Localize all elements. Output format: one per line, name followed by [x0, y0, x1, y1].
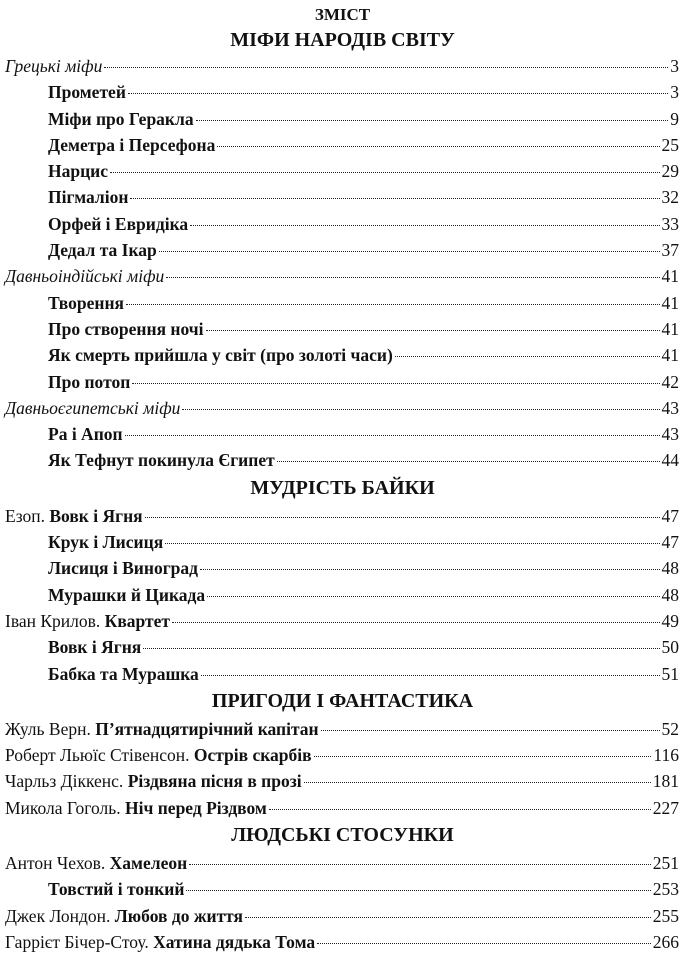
dot-leader — [126, 304, 659, 305]
dot-leader — [245, 917, 651, 918]
entry-title: Острів скарбів — [193, 745, 312, 766]
toc-entry[interactable] — [0, 342, 685, 368]
page-number: 3 — [670, 82, 679, 103]
toc-entry[interactable] — [0, 237, 685, 263]
entry-title: Крук і Лисиця — [48, 532, 164, 553]
entry-title: Грецькі міфи — [5, 56, 103, 76]
page-number: 181 — [652, 771, 679, 792]
dot-leader — [304, 782, 651, 783]
page-number: 3 — [670, 56, 679, 76]
dot-leader — [186, 890, 650, 891]
dot-leader — [182, 409, 659, 410]
page-number: 43 — [661, 397, 679, 418]
toc-entry[interactable] — [0, 106, 685, 132]
page-number: 48 — [661, 558, 679, 579]
toc-entry[interactable] — [0, 555, 685, 581]
entry-author: Джек Лондон. — [5, 905, 111, 926]
toc-entry[interactable] — [0, 661, 685, 687]
page-number: 227 — [652, 797, 679, 818]
entry-title: Орфей і Евридіка — [48, 213, 189, 234]
entry-author: Микола Гоголь. — [5, 797, 121, 818]
entry-author: Чарльз Діккенс. — [5, 771, 124, 792]
entry-author: Антон Чехов. — [5, 853, 106, 874]
toc-entry[interactable] — [0, 132, 685, 158]
dot-leader — [190, 225, 659, 226]
toc-entry[interactable] — [0, 903, 685, 929]
dot-leader — [104, 67, 668, 68]
page-number: 33 — [661, 213, 679, 234]
entry-author: Роберт Льюїс Стівенсон. — [5, 745, 190, 766]
page-number: 116 — [653, 745, 679, 766]
dot-leader — [269, 809, 651, 810]
page-number: 32 — [661, 187, 679, 208]
entry-title: Давньоєгипетські міфи — [5, 397, 181, 418]
entry-title: Любов до життя — [114, 905, 244, 926]
toc-entry[interactable] — [0, 158, 685, 184]
entry-author: Жуль Верн. — [5, 718, 91, 739]
dot-leader — [145, 517, 660, 518]
page-number: 251 — [652, 853, 679, 874]
section-heading: ЛЮДСЬКІ СТОСУНКИ — [231, 824, 454, 847]
entry-title: Хатина дядька Тома — [153, 931, 316, 952]
page-number: 9 — [670, 108, 679, 129]
toc-entry[interactable] — [0, 529, 685, 555]
entry-title: Квартет — [104, 610, 171, 631]
dot-leader — [125, 435, 660, 436]
entry-title: Творення — [48, 292, 125, 313]
dot-leader — [217, 146, 659, 147]
dot-leader — [395, 356, 660, 357]
section-heading: МУДРІСТЬ БАЙКИ — [250, 476, 435, 499]
dot-leader — [317, 943, 651, 944]
dot-leader — [207, 596, 659, 597]
entry-title: Ніч перед Різдвом — [125, 797, 267, 818]
dot-leader — [132, 383, 659, 384]
dot-leader — [201, 675, 660, 676]
toc-entry[interactable] — [0, 795, 685, 821]
page-number: 41 — [661, 292, 679, 313]
toc-entry[interactable] — [0, 369, 685, 395]
entry-title: Деметра і Персефона — [48, 134, 216, 155]
entry-title: Про створення ночі — [48, 318, 204, 339]
page-number: 29 — [661, 161, 679, 182]
entry-title: Міфи про Геракла — [48, 108, 194, 129]
page-title: ЗМІСТ — [314, 5, 371, 24]
entry-title: Як Тефнут покинула Єгипет — [48, 450, 275, 471]
dot-leader — [128, 93, 668, 94]
page-number: 41 — [661, 345, 679, 366]
dot-leader — [130, 198, 659, 199]
entry-title: П’ятнадцятирічний капітан — [95, 718, 319, 739]
dot-leader — [189, 864, 651, 865]
entry-title: Прометей — [48, 82, 126, 103]
entry-title: Різдвяна пісня в прозі — [127, 771, 302, 792]
entry-title: Нарцис — [48, 161, 109, 182]
entry-author: Езоп. — [5, 505, 45, 526]
page-number: 253 — [652, 879, 679, 900]
page-number: 42 — [661, 371, 679, 392]
entry-title: Вовк і Ягня — [49, 505, 143, 526]
toc-entry[interactable] — [0, 582, 685, 608]
dot-leader — [166, 277, 659, 278]
page-number: 47 — [661, 505, 679, 526]
toc-entry[interactable] — [0, 503, 685, 529]
entry-title: Товстий і тонкий — [48, 879, 185, 900]
page-number: 50 — [661, 637, 679, 658]
dot-leader — [143, 648, 659, 649]
page-number: 51 — [661, 663, 679, 684]
toc-entry[interactable] — [0, 53, 685, 79]
entry-title: Ра і Апоп — [48, 424, 123, 445]
toc-entry[interactable] — [0, 929, 685, 955]
entry-title: Пігмаліон — [48, 187, 129, 208]
toc-entry[interactable] — [0, 211, 685, 237]
page-number: 266 — [652, 931, 679, 952]
dot-leader — [200, 569, 659, 570]
toc-entry[interactable] — [0, 742, 685, 768]
dot-leader — [159, 251, 660, 252]
toc-entry[interactable] — [0, 395, 685, 421]
toc-entry[interactable] — [0, 79, 685, 105]
entry-title: Бабка та Мурашка — [48, 663, 199, 684]
dot-leader — [206, 330, 660, 331]
page-number: 44 — [661, 450, 679, 471]
toc-entry[interactable] — [0, 421, 685, 447]
entry-title: Хамелеон — [109, 853, 188, 874]
entry-title: Вовк і Ягня — [48, 637, 142, 658]
toc-entry[interactable] — [0, 634, 685, 660]
page-number: 255 — [652, 905, 679, 926]
dot-leader — [196, 120, 669, 121]
dot-leader — [110, 172, 659, 173]
dot-leader — [172, 622, 659, 623]
toc-entry[interactable] — [0, 316, 685, 342]
page-number: 47 — [661, 532, 679, 553]
toc-entry[interactable] — [0, 447, 685, 473]
page-number: 41 — [661, 266, 679, 287]
entry-title: Мурашки й Цикада — [48, 584, 206, 605]
toc-entry[interactable] — [0, 290, 685, 316]
entry-title: Давньоіндійські міфи — [5, 266, 165, 287]
entry-author: Гаррієт Бічер-Стоу. — [5, 931, 149, 952]
toc-entry[interactable] — [0, 716, 685, 742]
toc-entry[interactable] — [0, 263, 685, 289]
page-number: 37 — [661, 240, 679, 261]
dot-leader — [277, 461, 660, 462]
page-number: 48 — [661, 584, 679, 605]
entry-title: Дедал та Ікар — [48, 240, 157, 261]
section-heading: МІФИ НАРОДІВ СВІТУ — [230, 29, 455, 51]
toc-entry[interactable] — [0, 768, 685, 794]
page-number: 49 — [661, 610, 679, 631]
toc-entry[interactable] — [0, 608, 685, 634]
page-number: 52 — [661, 718, 679, 739]
entry-title: Про потоп — [48, 371, 131, 392]
dot-leader — [165, 543, 659, 544]
section-heading: ПРИГОДИ І ФАНТАСТИКА — [211, 689, 474, 712]
toc-entry[interactable] — [0, 850, 685, 876]
entry-title: Як смерть прийшла у світ (про золоті часи) — [48, 345, 393, 366]
toc-entry[interactable] — [0, 876, 685, 902]
dot-leader — [314, 756, 652, 757]
entry-author: Іван Крилов. — [5, 610, 101, 631]
entry-title: Лисиця і Виноград — [48, 558, 199, 579]
page-number: 25 — [661, 134, 679, 155]
dot-leader — [321, 730, 660, 731]
toc-entry[interactable] — [0, 184, 685, 210]
page-number: 41 — [661, 318, 679, 339]
page-number: 43 — [661, 424, 679, 445]
